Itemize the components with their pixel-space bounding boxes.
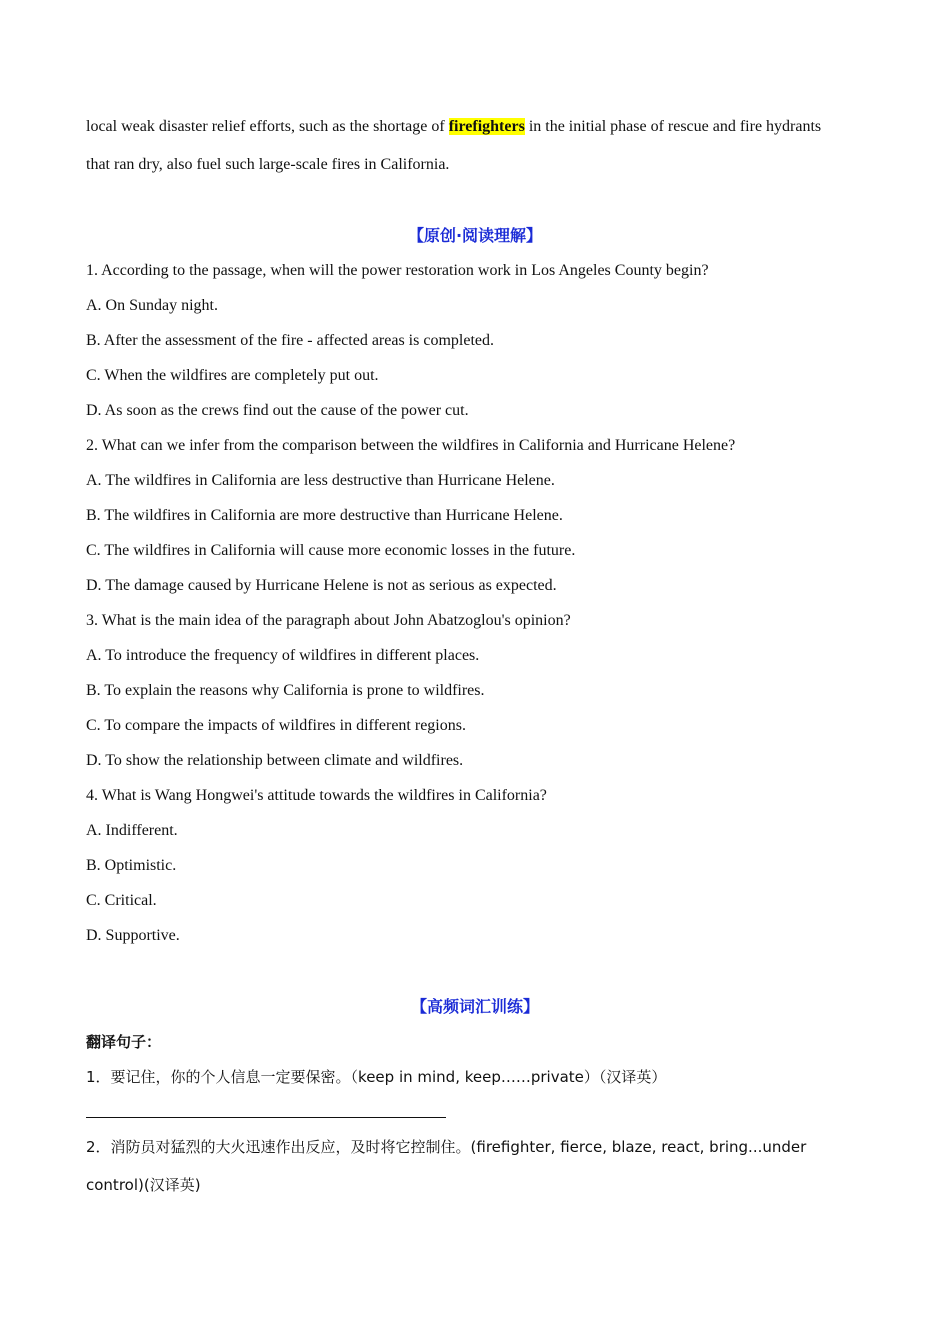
question-4-option-a: A. Indifferent.: [86, 822, 178, 839]
question-2-option-b: B. The wildfires in California are more destructive than Hurricane Helene.: [86, 507, 563, 524]
question-1-option-a: A. On Sunday night.: [86, 297, 218, 314]
intro-line-1-before: local weak disaster relief efforts, such as the shortage of: [86, 118, 449, 135]
question-4: 4. What is Wang Hongwei's attitude towards the wildfires in California?: [86, 787, 547, 804]
question-1-option-c: C. When the wildfires are completely put out.: [86, 367, 379, 384]
question-2: 2. What can we infer from the comparison between the wildfires in California and Hurricane Helene?: [86, 437, 736, 454]
vocab-section-title: 【高频词汇训练】: [410, 997, 539, 1016]
reading-section-title: 【原创·阅读理解】: [407, 226, 543, 245]
answer-line: [86, 1117, 446, 1118]
question-4-option-d: D. Supportive.: [86, 927, 180, 944]
translation-item-2-line-2: control)(汉译英): [86, 1176, 201, 1194]
intro-line-1: [86, 117, 821, 137]
intro-line-1-after: in the initial phase of rescue and fire hydrants: [524, 118, 822, 135]
question-3-option-d: D. To show the relationship between climate and wildfires.: [86, 752, 464, 769]
question-3-option-c: C. To compare the impacts of wildfires in different regions.: [86, 717, 466, 734]
question-3-option-b: B. To explain the reasons why California is prone to wildfires.: [86, 682, 485, 699]
intro-line-2: that ran dry, also fuel such large-scale fires in California.: [86, 156, 450, 173]
question-3: 3. What is the main idea of the paragraph about John Abatzoglou's opinion?: [86, 612, 571, 629]
translation-item-2-line-1: 2．消防员对猛烈的大火迅速作出反应，及时将它控制住。(firefighter, fierce, blaze, react, bring...under: [86, 1138, 807, 1156]
question-2-option-d: D. The damage caused by Hurricane Helene is not as serious as expected.: [86, 577, 557, 594]
question-4-option-c: C. Critical.: [86, 892, 157, 909]
question-4-option-b: B. Optimistic.: [86, 857, 177, 874]
question-1: 1. According to the passage, when will the power restoration work in Los Angeles County begin?: [86, 262, 709, 279]
question-1-option-b: B. After the assessment of the fire - affected areas is completed.: [86, 332, 494, 349]
highlighted-word: firefighters: [448, 118, 525, 135]
translation-item-1: 1．要记住，你的个人信息一定要保密。（keep in mind, keep……private）（汉译英）: [86, 1068, 667, 1086]
question-2-option-a: A. The wildfires in California are less destructive than Hurricane Helene.: [86, 472, 555, 489]
question-3-option-a: A. To introduce the frequency of wildfires in different places.: [86, 647, 480, 664]
question-2-option-c: C. The wildfires in California will cause more economic losses in the future.: [86, 542, 576, 559]
question-1-option-d: D. As soon as the crews find out the cause of the power cut.: [86, 402, 469, 419]
translate-label: 翻译句子：: [86, 1033, 162, 1051]
